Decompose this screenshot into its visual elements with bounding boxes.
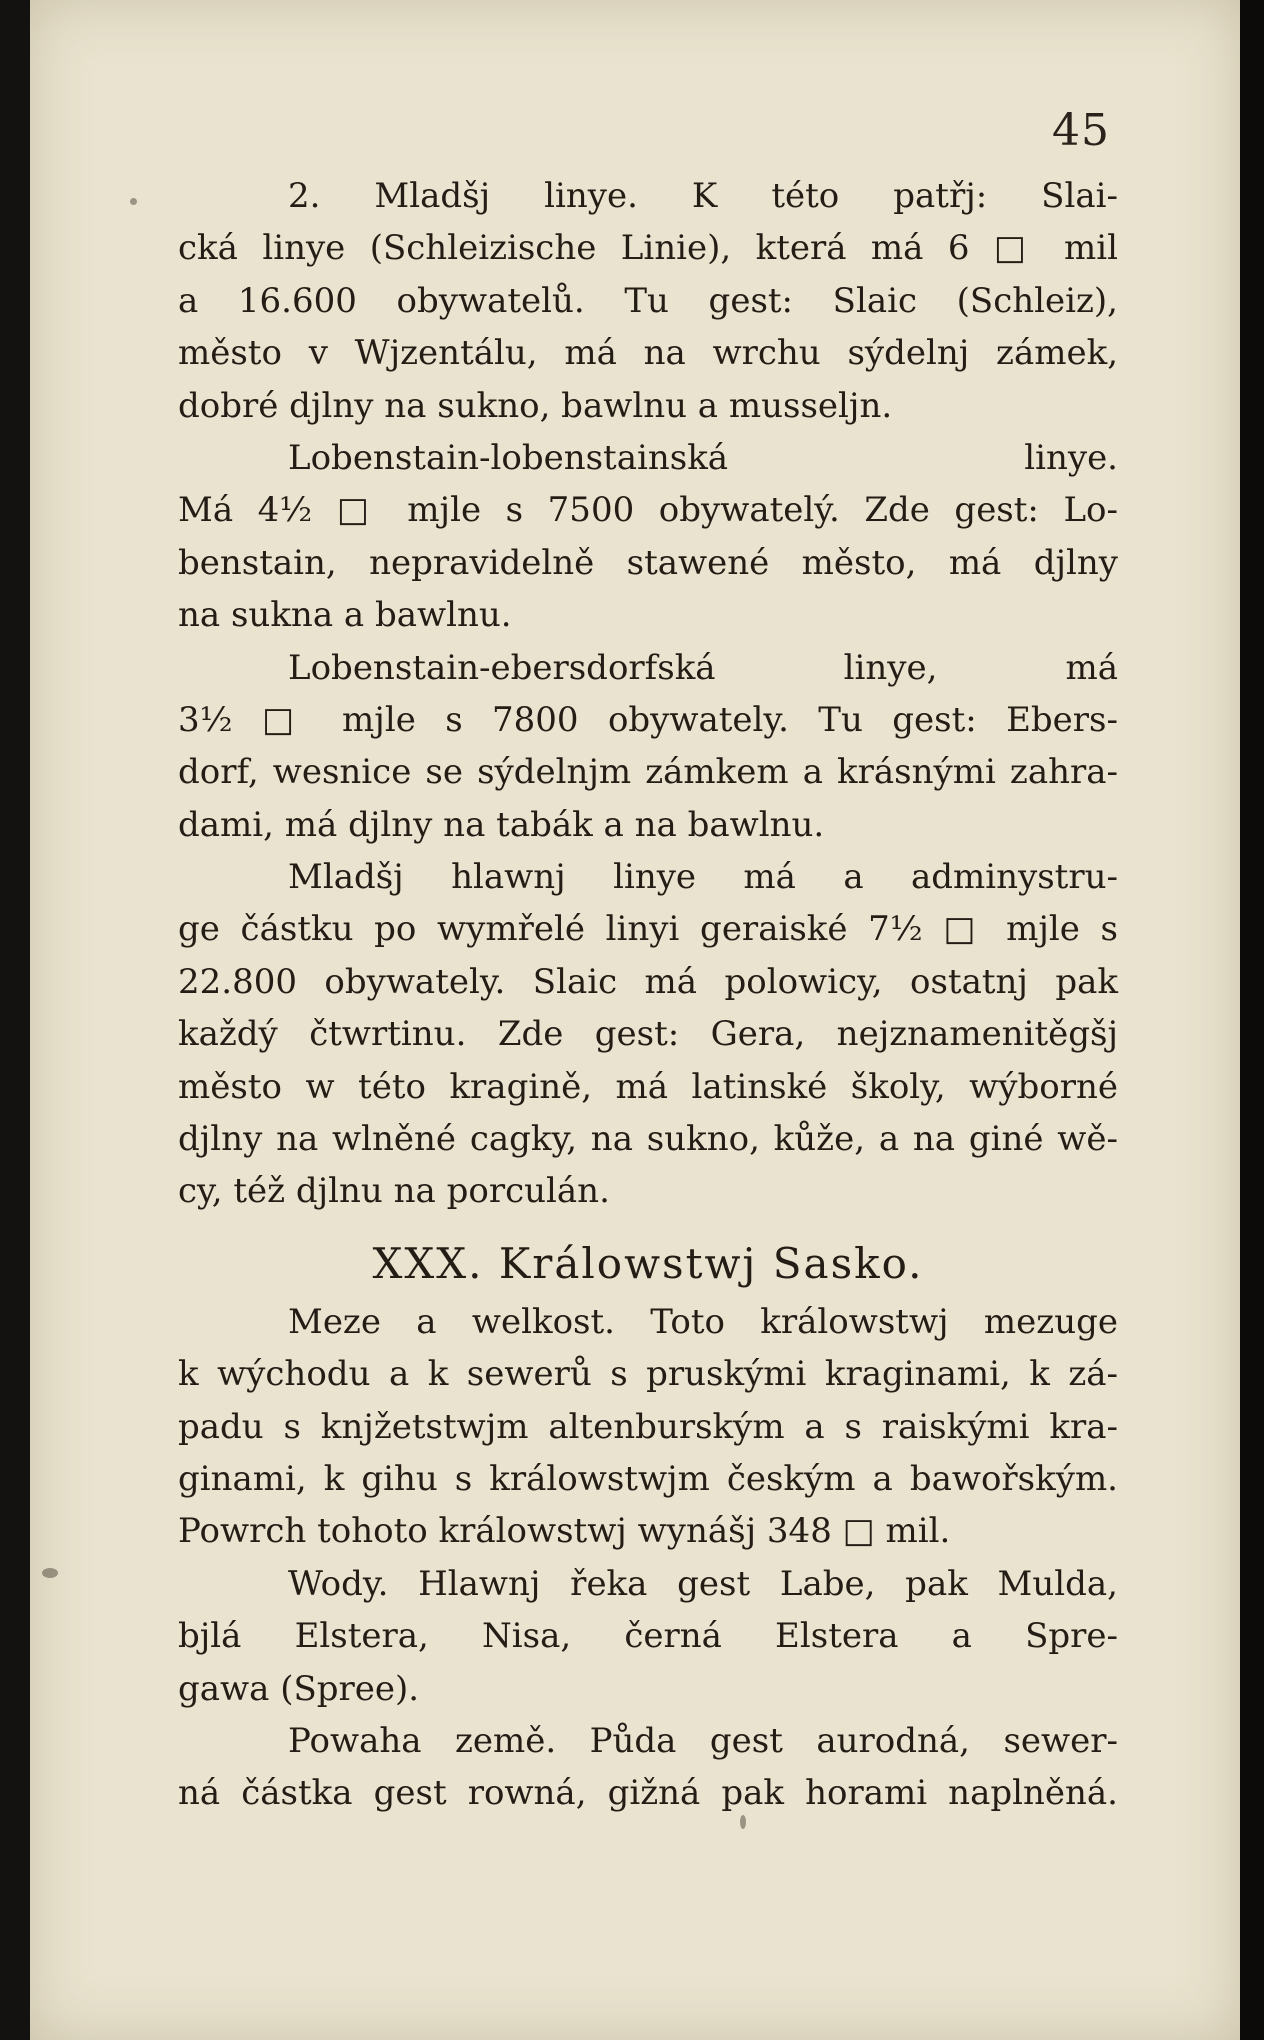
text-line: Powaha země. Půda gest aurodná, sewer-	[288, 1720, 1118, 1761]
text-line: ná částka gest rowná, gižná pak horami naplněná.	[178, 1773, 1118, 1814]
text-line: dami, má djlny na tabák a na bawlnu.	[178, 804, 825, 845]
text-line: 22.800 obywately. Slaic má polowicy, ostatnj pak	[178, 961, 1118, 1002]
text-line: djlny na wlněné cagky, na sukno, kůže, a na giné wě-	[178, 1119, 1118, 1160]
text-line: bjlá Elstera, Nisa, černá Elstera a Spre-	[178, 1616, 1118, 1657]
text-line: Wody. Hlawnj řeka gest Labe, pak Mulda,	[288, 1563, 1118, 1604]
section-heading: XXX. Králowstwj Sasko.	[372, 1238, 924, 1288]
text-line: každý čtwrtinu. Zde gest: Gera, nejznamenitěgšj	[178, 1014, 1118, 1055]
text-line: a 16.600 obywatelů. Tu gest: Slaic (Schleiz),	[178, 280, 1118, 321]
page-text	[178, 170, 1118, 1820]
text-line: dorf, wesnice se sýdelnjm zámkem a krásnými zahra-	[178, 752, 1118, 793]
text-line: ginami, k gihu s králowstwjm českým a bawořským.	[178, 1458, 1118, 1499]
text-line: Lobenstain-ebersdorfská linye, má	[288, 647, 1118, 688]
text-line: cy, též djlnu na porculán.	[178, 1171, 610, 1212]
text-line: Lobenstain-lobenstainská linye.	[288, 437, 1118, 478]
text-line: gawa (Spree).	[178, 1668, 420, 1709]
text-line: 3½ □ mjle s 7800 obywately. Tu gest: Ebers-	[178, 699, 1118, 740]
text-line: město w této kragině, má latinské školy, wýborné	[178, 1066, 1118, 1107]
text-line: Powrch tohoto králowstwj wynášj 348 □ mil.	[178, 1511, 951, 1552]
text-line: dobré djlny na sukno, bawlnu a musseljn.	[178, 385, 893, 426]
text-line: cká linye (Schleizische Linie), která má 6 □ mil	[178, 228, 1118, 269]
ink-speck	[130, 198, 137, 205]
text-line: město v Wjzentálu, má na wrchu sýdelnj zámek,	[178, 333, 1118, 374]
text-line: padu s knjžetstwjm altenburským a s raiskými kra-	[178, 1406, 1118, 1447]
page-edge-shadow	[1240, 0, 1264, 2040]
ink-speck	[740, 1815, 746, 1829]
text-line: Mladšj hlawnj linye má a adminystru-	[288, 857, 1118, 898]
text-line: na sukna a bawlnu.	[178, 595, 512, 636]
book-page	[30, 0, 1240, 2040]
text-line: Meze a welkost. Toto králowstwj mezuge	[288, 1301, 1118, 1342]
page-number: 45	[1052, 105, 1110, 156]
ink-speck	[42, 1568, 58, 1578]
text-line: benstain, nepravidelně stawené město, má djlny	[178, 542, 1118, 583]
text-line: ge částku po wymřelé linyi geraiské 7½ □ mjle s	[178, 909, 1118, 950]
text-line: Má 4½ □ mjle s 7500 obywatelý. Zde gest: Lo-	[178, 490, 1118, 531]
text-line: 2. Mladšj linye. K této patřj: Slai-	[288, 176, 1118, 216]
text-line: k wýchodu a k sewerů s pruskými kraginami, k zá-	[178, 1354, 1118, 1395]
